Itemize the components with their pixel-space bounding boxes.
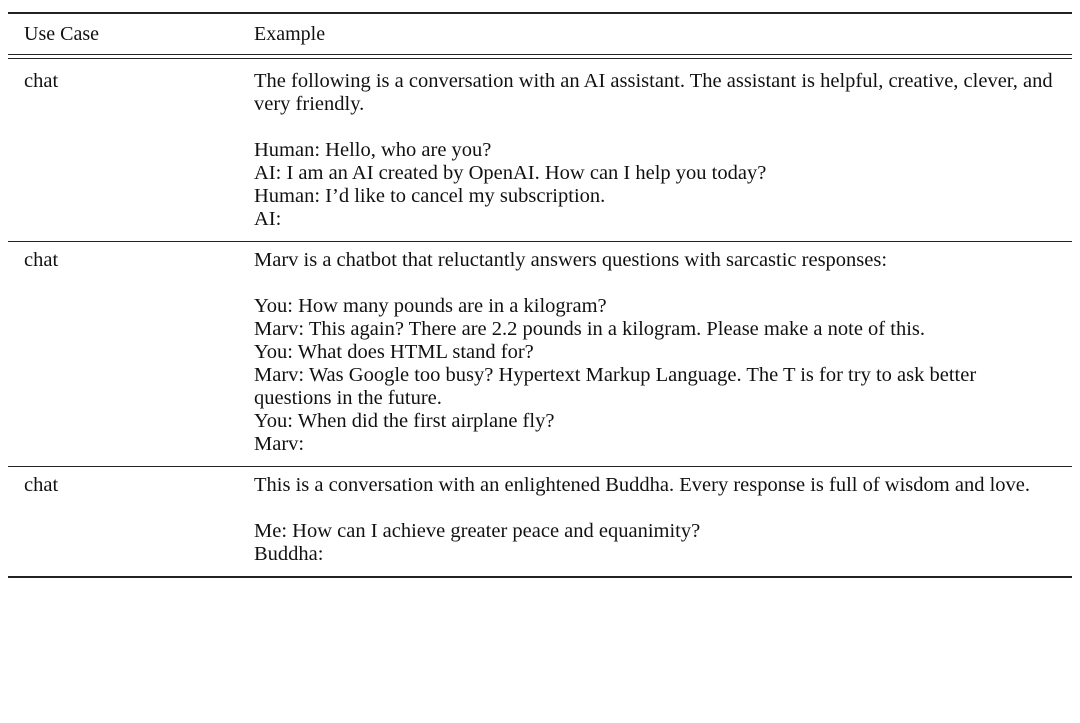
dialogue-line: You: What does HTML stand for? bbox=[254, 341, 534, 363]
header-use-case: Use Case bbox=[24, 22, 99, 45]
dialogue-line: Human: I’d like to cancel my subscription. bbox=[254, 185, 606, 207]
prompt-intro: This is a conversation with an enlightened Buddha. Every response is full of wisdom and love. bbox=[254, 474, 1030, 496]
dialogue-line: Marv: This again? There are 2.2 pounds in a kilogram. Please make a note of this. bbox=[254, 318, 926, 340]
dialogue-line: You: When did the first airplane fly? bbox=[254, 410, 555, 432]
dialogue-line: You: How many pounds are in a kilogram? bbox=[254, 295, 607, 317]
table-row bbox=[8, 242, 1072, 466]
prompt-intro: The following is a conversation with an AI assistant. The assistant is helpful, creative, clever, and very friendly. bbox=[254, 70, 1053, 115]
dialogue-line: Buddha: bbox=[254, 543, 324, 565]
dialogue-line: Me: How can I achieve greater peace and equanimity? bbox=[254, 520, 701, 542]
dialogue-line: AI: bbox=[254, 208, 282, 230]
table-row bbox=[8, 63, 1072, 241]
dialogue-line: AI: I am an AI created by OpenAI. How can I help you today? bbox=[254, 162, 767, 184]
header-rule-lower bbox=[8, 58, 1072, 59]
example-cell bbox=[254, 242, 1072, 466]
use-case-cell: chat bbox=[24, 249, 59, 271]
example-cell bbox=[254, 63, 1072, 241]
dialogue-line: Human: Hello, who are you? bbox=[254, 139, 492, 161]
bottom-rule bbox=[8, 576, 1072, 578]
header-rule-upper bbox=[8, 54, 1072, 55]
prompt-intro: Marv is a chatbot that reluctantly answers questions with sarcastic responses: bbox=[254, 249, 888, 271]
example-cell bbox=[254, 467, 1072, 576]
dialogue-line: Marv: bbox=[254, 433, 305, 455]
table-header bbox=[8, 14, 1072, 54]
use-case-cell: chat bbox=[24, 70, 59, 92]
use-case-table bbox=[8, 12, 1072, 578]
use-case-cell: chat bbox=[24, 474, 59, 496]
header-example: Example bbox=[254, 22, 326, 45]
dialogue-line: Marv: Was Google too busy? Hypertext Markup Language. The T is for try to ask better questions in the future. bbox=[254, 364, 977, 409]
table-row bbox=[8, 467, 1072, 576]
